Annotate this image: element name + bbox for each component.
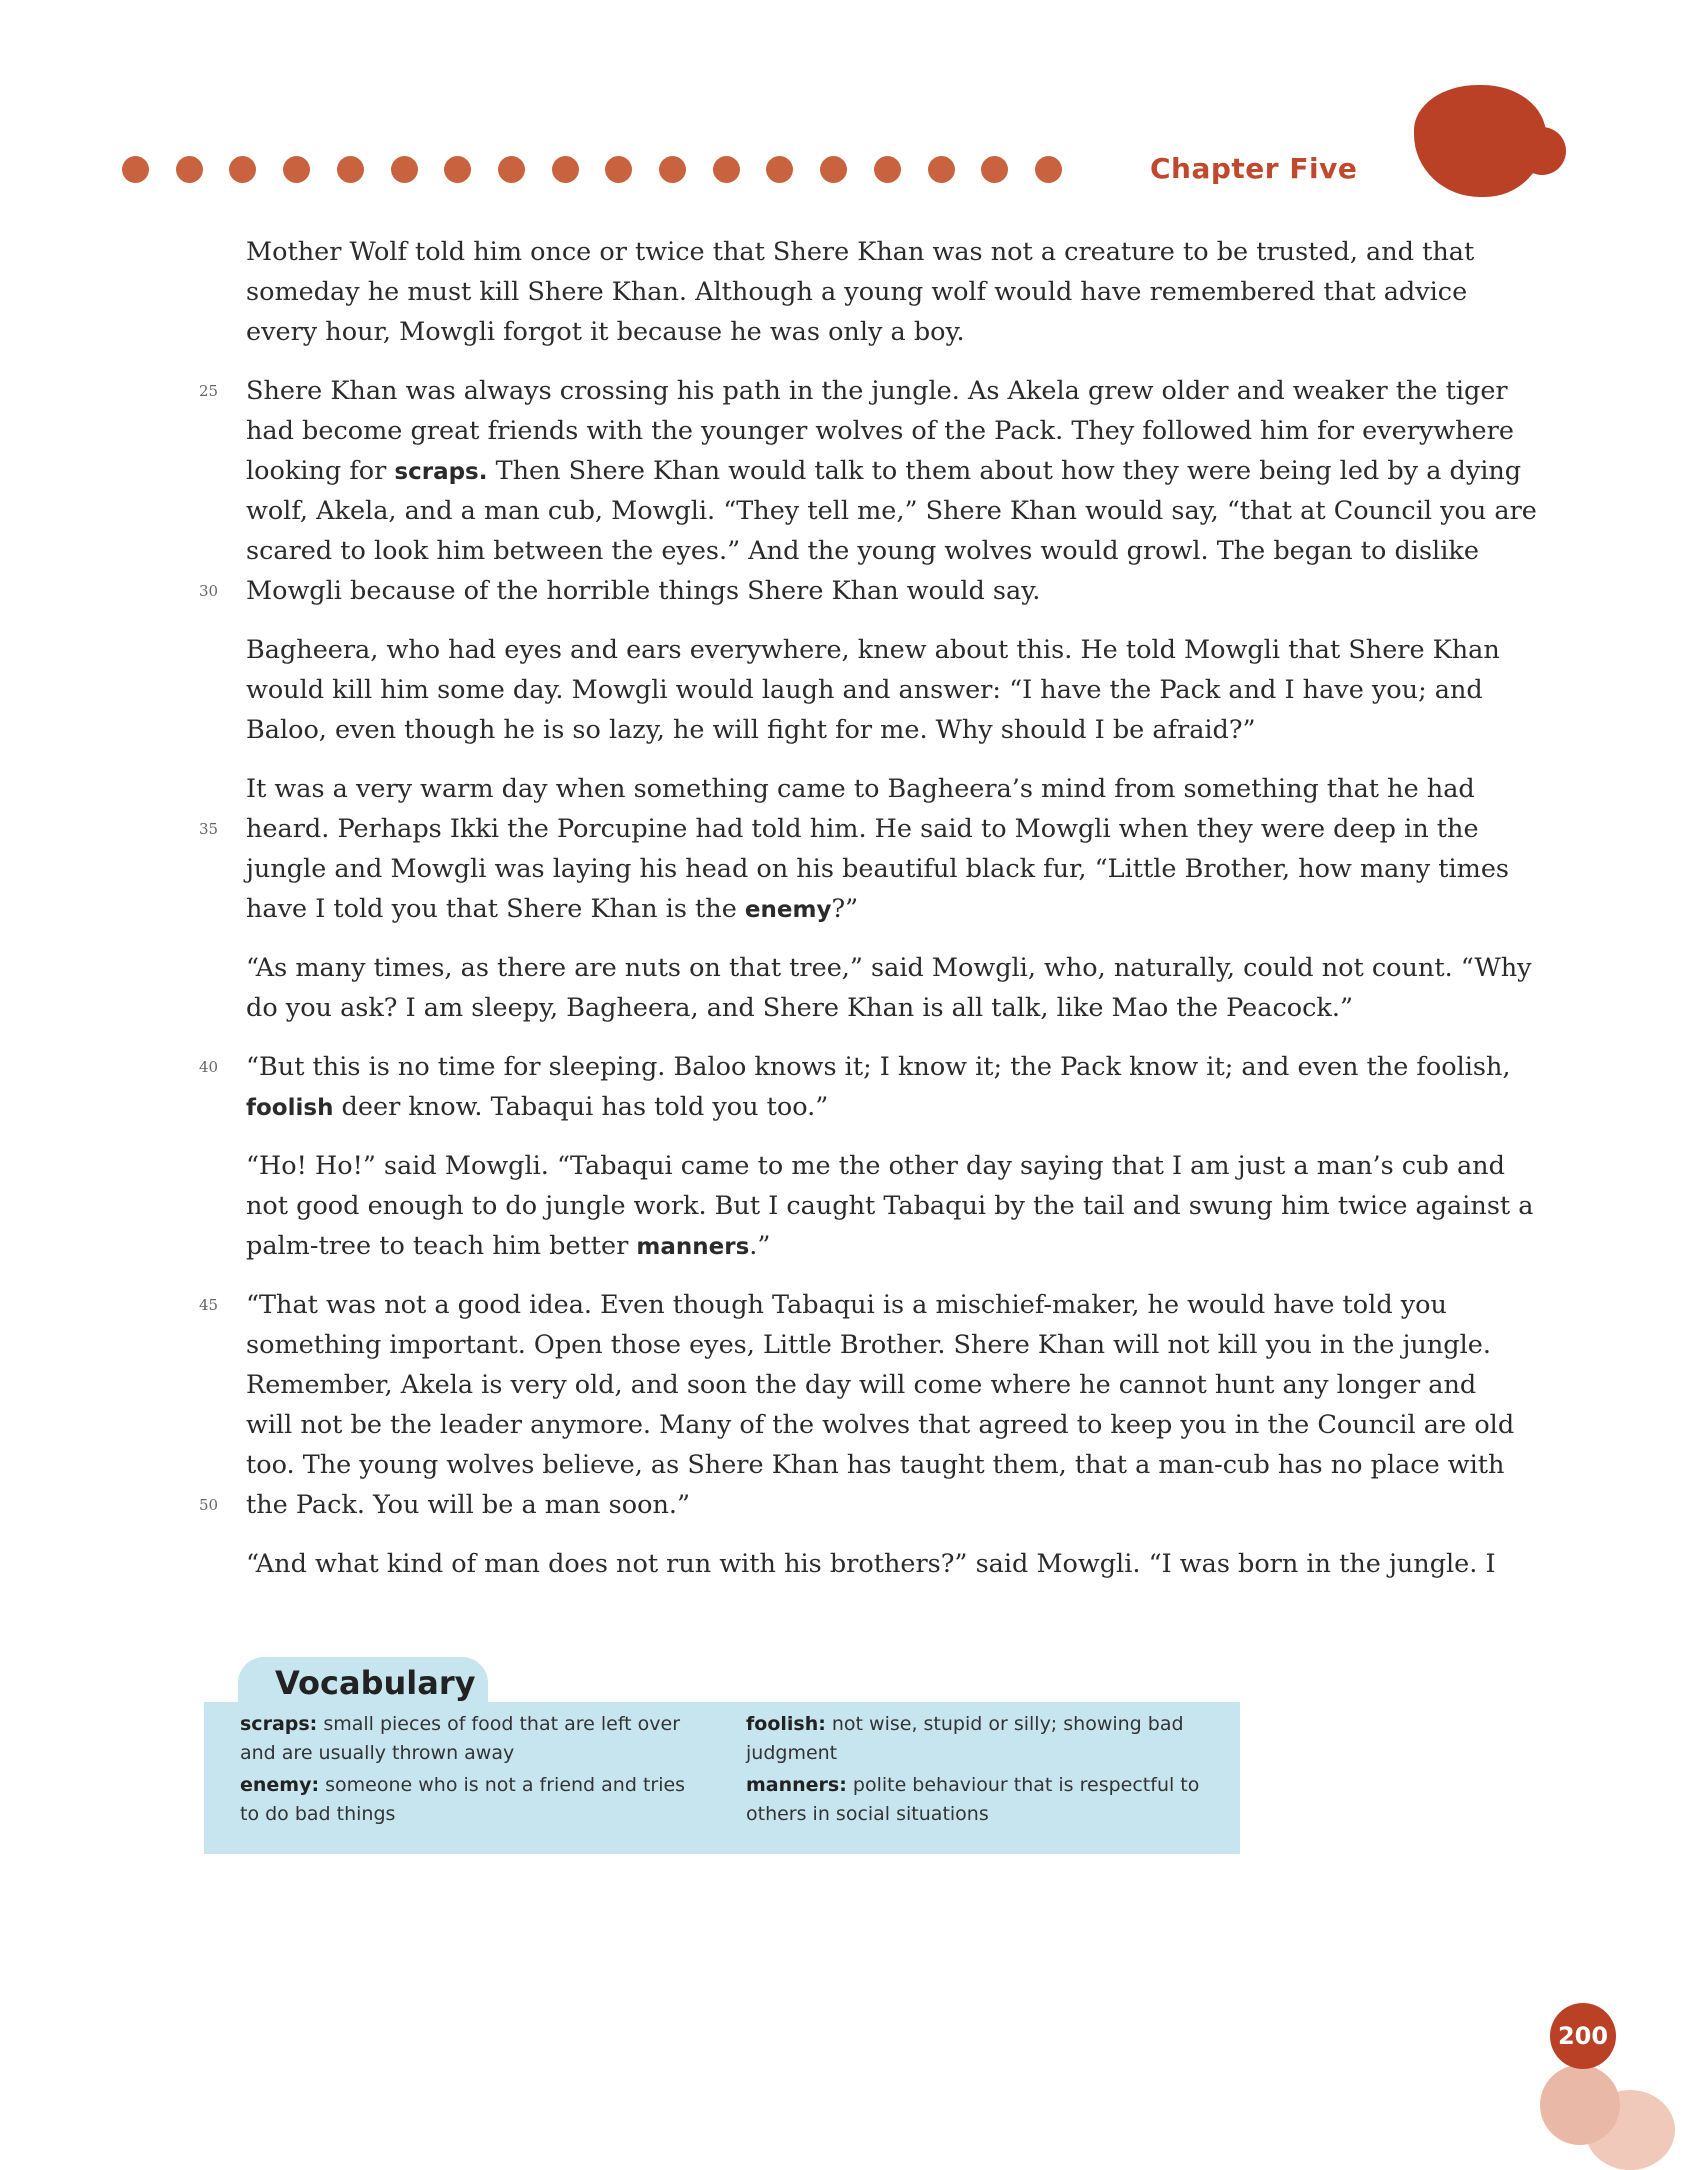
vocabulary-entry — [746, 1771, 1216, 1829]
text-line — [199, 571, 1406, 611]
text-line — [246, 889, 1406, 929]
vocabulary-title: Vocabulary — [275, 1664, 476, 1702]
page-number-decoration-2 — [1540, 2065, 1620, 2145]
decorative-dot — [444, 156, 471, 183]
text-line — [246, 1226, 1406, 1266]
text-run: the Pack. You will be a man soon.” — [246, 1490, 691, 1520]
text-line — [199, 371, 1508, 411]
text-line — [246, 451, 1522, 491]
vocabulary-entry — [240, 1771, 710, 1829]
vocabulary-term: scraps: — [240, 1713, 318, 1735]
text-run: jungle and Mowgli was laying his head on his beautiful black fur, “Little Brother, how many times — [246, 854, 1510, 884]
vocabulary-definition: someone who is not a friend and tries to do bad things — [240, 1774, 686, 1825]
paragraph — [246, 948, 1532, 1028]
text-line — [246, 411, 1514, 451]
line-number: 50 — [199, 1496, 219, 1514]
decorative-dot — [498, 156, 525, 183]
text-line — [199, 809, 1479, 849]
decorative-dot — [928, 156, 955, 183]
text-line — [246, 630, 1500, 670]
text-run: scared to look him between the eyes.” And the young wolves would growl. The began to dislike — [246, 536, 1479, 566]
text-run: looking for — [246, 456, 395, 486]
text-run: “Ho! Ho!” said Mowgli. “Tabaqui came to me the other day saying that I am just a man’s cub and — [246, 1151, 1505, 1181]
paragraph — [199, 1047, 1511, 1127]
decorative-dot-row — [122, 156, 1062, 184]
text-line — [199, 1485, 1406, 1525]
paragraph — [246, 232, 1475, 352]
vocabulary-entry — [240, 1710, 710, 1768]
line-number: 35 — [199, 820, 219, 838]
decorative-dot — [820, 156, 847, 183]
vocabulary-column-right — [746, 1710, 1216, 1832]
paragraph — [199, 371, 1537, 611]
decorative-dot — [981, 156, 1008, 183]
text-run: Mowgli because of the horrible things Shere Khan would say. — [246, 576, 1041, 606]
vocabulary-word: foolish — [246, 1095, 334, 1121]
text-run: Baloo, even though he is so lazy, he will fight for me. Why should I be afraid?” — [246, 715, 1256, 745]
text-line — [246, 988, 1406, 1028]
text-line — [246, 272, 1468, 312]
text-run: will not be the leader anymore. Many of the wolves that agreed to keep you in the Council are old — [246, 1410, 1515, 1440]
decorative-dot — [391, 156, 418, 183]
line-number: 40 — [199, 1058, 219, 1076]
chapter-blob-small-decoration — [1518, 127, 1566, 175]
text-run: .” — [749, 1231, 771, 1261]
vocabulary-word: enemy — [744, 897, 832, 923]
text-line — [246, 710, 1406, 750]
decorative-dot — [337, 156, 364, 183]
decorative-dot — [283, 156, 310, 183]
text-line — [199, 1047, 1511, 1087]
vocabulary-word: scraps. — [394, 459, 488, 485]
text-run: too. The young wolves believe, as Shere Khan has taught them, that a man-cub has no place with — [246, 1450, 1505, 1480]
text-run: “And what kind of man does not run with his brothers?” said Mowgli. “I was born in the jungle. I — [246, 1549, 1496, 1579]
text-line — [246, 849, 1510, 889]
text-line — [246, 531, 1479, 571]
paragraph — [246, 1146, 1534, 1266]
line-number: 30 — [199, 582, 219, 600]
story-text — [199, 232, 1537, 1603]
line-number: 25 — [199, 382, 219, 400]
decorative-dot — [229, 156, 256, 183]
vocabulary-term: manners: — [746, 1774, 847, 1796]
decorative-dot — [713, 156, 740, 183]
text-run: “As many times, as there are nuts on that tree,” said Mowgli, who, naturally, could not count. “Why — [246, 953, 1532, 983]
text-run: Bagheera, who had eyes and ears everywhere, knew about this. He told Mowgli that Shere Khan — [246, 635, 1500, 665]
text-line — [246, 769, 1475, 809]
text-line — [246, 1087, 1406, 1127]
text-run: have I told you that Shere Khan is the — [246, 894, 745, 924]
decorative-dot — [605, 156, 632, 183]
text-run: someday he must kill Shere Khan. Although a young wolf would have remembered that advice — [246, 277, 1468, 307]
decorative-dot — [874, 156, 901, 183]
text-line — [246, 1146, 1505, 1186]
text-line — [246, 1186, 1534, 1226]
text-line — [246, 491, 1537, 531]
text-run: wolf, Akela, and a man cub, Mowgli. “They tell me,” Shere Khan would say, “that at Council you are — [246, 496, 1537, 526]
text-line — [246, 312, 1406, 352]
decorative-dot — [176, 156, 203, 183]
text-run: not good enough to do jungle work. But I caught Tabaqui by the tail and swung him twice against a — [246, 1191, 1534, 1221]
vocabulary-term: foolish: — [746, 1713, 826, 1735]
decorative-dot — [1035, 156, 1062, 183]
text-run: “But this is no time for sleeping. Baloo knows it; I know it; the Pack know it; and even the foolish, — [246, 1052, 1511, 1082]
text-line — [246, 1445, 1505, 1485]
text-line — [246, 670, 1483, 710]
text-run: Shere Khan was always crossing his path in the jungle. As Akela grew older and weaker the tiger — [246, 376, 1508, 406]
line-number: 45 — [199, 1296, 219, 1314]
text-run: do you ask? I am sleepy, Bagheera, and Shere Khan is all talk, like Mao the Peacock.” — [246, 993, 1353, 1023]
text-line — [246, 1325, 1491, 1365]
text-run: palm-tree to teach him better — [246, 1231, 637, 1261]
vocabulary-word: manners — [636, 1234, 750, 1260]
vocabulary-term: enemy: — [240, 1774, 320, 1796]
text-run: “That was not a good idea. Even though Tabaqui is a mischief-maker, he would have told you — [246, 1290, 1447, 1320]
decorative-dot — [122, 156, 149, 183]
page-number: 200 — [1550, 2003, 1616, 2069]
text-line — [246, 1365, 1477, 1405]
text-line — [246, 1405, 1515, 1445]
text-run: had become great friends with the younger wolves of the Pack. They followed him for everywhere — [246, 416, 1514, 446]
text-run: would kill him some day. Mowgli would laugh and answer: “I have the Pack and I have you; and — [246, 675, 1483, 705]
text-run: Then Shere Khan would talk to them about how they were being led by a dying — [487, 456, 1522, 486]
text-run: deer know. Tabaqui has told you too.” — [333, 1092, 829, 1122]
text-run: every hour, Mowgli forgot it because he was only a boy. — [246, 317, 965, 347]
paragraph — [199, 769, 1510, 929]
text-run: heard. Perhaps Ikki the Porcupine had told him. He said to Mowgli when they were deep in the — [246, 814, 1479, 844]
text-run: ?” — [831, 894, 859, 924]
decorative-dot — [552, 156, 579, 183]
paragraph — [246, 630, 1500, 750]
text-line — [246, 948, 1532, 988]
decorative-dot — [659, 156, 686, 183]
vocabulary-definition: small pieces of food that are left over and are usually thrown away — [240, 1713, 681, 1764]
text-run: Remember, Akela is very old, and soon the day will come where he cannot hunt any longer and — [246, 1370, 1477, 1400]
text-run: something important. Open those eyes, Little Brother. Shere Khan will not kill you in the jungle. — [246, 1330, 1491, 1360]
paragraph — [199, 1285, 1515, 1525]
vocabulary-column-left — [240, 1710, 710, 1832]
text-run: It was a very warm day when something came to Bagheera’s mind from something that he had — [246, 774, 1475, 804]
text-line — [246, 232, 1475, 272]
chapter-title: Chapter Five — [1150, 152, 1358, 185]
text-line — [199, 1285, 1447, 1325]
text-line — [246, 1544, 1496, 1584]
decorative-dot — [766, 156, 793, 183]
paragraph — [246, 1544, 1496, 1584]
text-run: Mother Wolf told him once or twice that Shere Khan was not a creature to be trusted, and that — [246, 237, 1475, 267]
vocabulary-definition: polite behaviour that is respectful to others in social situations — [746, 1774, 1200, 1825]
vocabulary-definition: not wise, stupid or silly; showing bad judgment — [746, 1713, 1184, 1764]
vocabulary-entry — [746, 1710, 1216, 1768]
